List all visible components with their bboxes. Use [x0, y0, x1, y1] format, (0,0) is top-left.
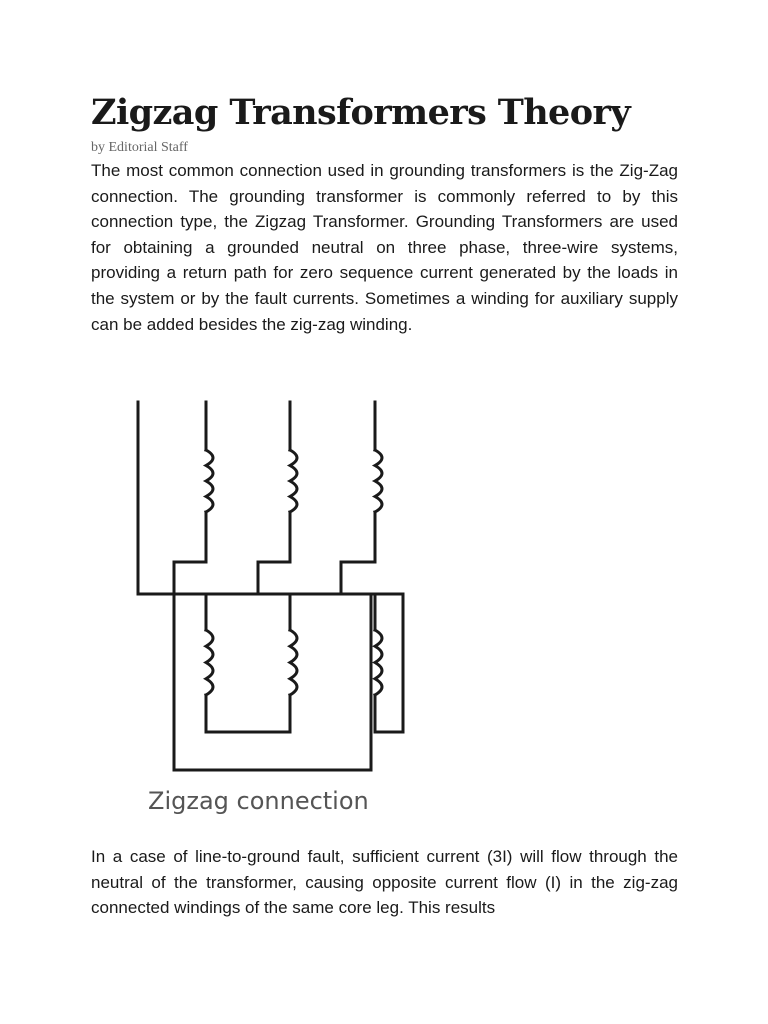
- phase-2-lead: [258, 402, 290, 594]
- diagram-caption: Zigzag connection: [148, 787, 369, 815]
- lower-winding-2: [290, 630, 297, 695]
- upper-winding-1: [206, 450, 213, 512]
- lower-legs-1-2: [206, 594, 290, 732]
- diagram-wires: [138, 402, 403, 770]
- paragraph-fault: In a case of line-to-ground fault, sufficient current (3I) will flow through the neutral of the transformer, causing opposite current flow (I) in the zig-zag connected windings of the same core leg. This results: [91, 847, 678, 918]
- zigzag-connection-diagram: [118, 392, 418, 822]
- diagram-svg: [118, 392, 418, 822]
- upper-winding-3: [375, 450, 382, 512]
- lower-leg-3: [375, 594, 403, 732]
- lower-winding-1: [206, 630, 213, 695]
- paragraph-intro: The most common connection used in grounding transformers is the Zig-Zag connection. The grounding transformer is commonly referred to by this connection type, the Zigzag Transformer. Grounding Transformers are used for obtaining a grounded neutral on three phase, three-wire systems, providing a return path for zero sequence current generated by the loads in the system or by the fault currents. Sometimes a winding for auxiliary supply can be added besides the zig-zag winding.: [91, 161, 678, 334]
- article-byline: by Editorial Staff: [91, 140, 188, 155]
- phase-3-lead: [341, 402, 375, 594]
- upper-winding-2: [290, 450, 297, 512]
- lower-winding-3: [375, 630, 382, 695]
- article-title: Zigzag Transformers Theory: [91, 92, 631, 133]
